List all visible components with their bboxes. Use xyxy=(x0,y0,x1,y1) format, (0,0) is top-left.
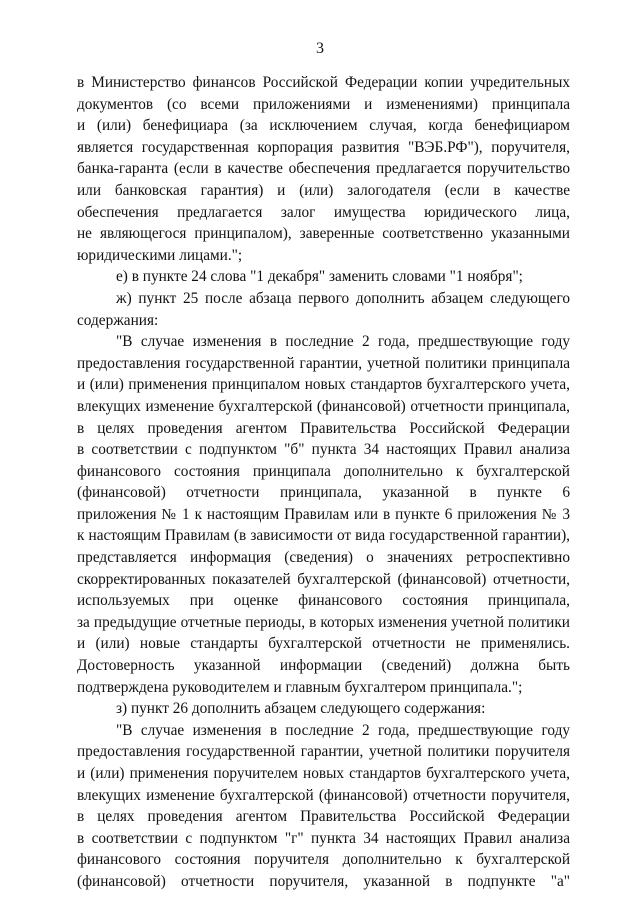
text-line: в Министерство финансов Российской Федерации копии учредительных xyxy=(77,74,570,91)
text-line: подтверждена руководителем и главным бухгалтером принципала."; xyxy=(77,678,523,696)
text-line: (финансовой) отчетности принципала, указанной в пункте 6 xyxy=(77,484,570,502)
text-line: банка-гаранта (если в качестве обеспечения предлагается поручительство xyxy=(77,160,570,178)
text-line: финансового состояния поручителя дополнительно к бухгалтерской xyxy=(77,851,570,869)
text-line: в целях проведения агентом Правительства Российской Федерации xyxy=(77,808,570,826)
text-line: обеспечения предлагается залог имущества юридического лица, xyxy=(77,203,570,221)
text-line: не являющегося принципалом), заверенные соответственно указанными xyxy=(77,225,570,243)
text-line: "В случае изменения в последние 2 года, предшествующие году xyxy=(116,333,570,351)
text-line: за предыдущие отчетные периоды, в которых изменения учетной политики xyxy=(77,613,570,631)
text-line: е) в пункте 24 слова "1 декабря" заменить словами "1 ноября"; xyxy=(116,268,523,286)
text-line: юридическими лицами."; xyxy=(77,246,243,264)
text-line: влекущих изменение бухгалтерской (финансовой) отчетности поручителя, xyxy=(77,786,570,804)
text-line: и (или) применения принципалом новых стандартов бухгалтерского учета, xyxy=(77,376,570,394)
document-body xyxy=(77,72,570,893)
text-line: в соответствии с подпунктом "б" пункта 34 настоящих Правил анализа xyxy=(77,441,570,459)
text-line: и (или) применения поручителем новых стандартов бухгалтерского учета, xyxy=(77,765,570,782)
text-line: в соответствии с подпунктом "г" пункта 34 настоящих Правил анализа xyxy=(77,829,570,847)
text-line: "В случае изменения в последние 2 года, предшествующие году xyxy=(116,721,570,739)
text-line: является государственная корпорация развития "ВЭБ.РФ"), поручителя, xyxy=(77,138,570,156)
text-line: з) пункт 26 дополнить абзацем следующего содержания: xyxy=(116,700,486,718)
text-line: приложения № 1 к настоящим Правилам или в пункте 6 приложения № 3 xyxy=(77,505,570,523)
text-line: Достоверность указанной информации (сведений) должна быть xyxy=(77,657,570,675)
text-line: содержания: xyxy=(77,311,159,329)
text-line: и (или) бенефициара (за исключением случая, когда бенефициаром xyxy=(77,117,570,135)
text-line: (финансовой) отчетности поручителя, указанной в подпункте "а" xyxy=(77,872,570,890)
text-line: представляется информация (сведения) о значениях ретроспективно xyxy=(77,549,570,567)
text-line: используемых при оценке финансового состояния принципала, xyxy=(77,592,570,610)
text-line: влекущих изменение бухгалтерской (финансовой) отчетности принципала, xyxy=(77,397,570,415)
text-line: к настоящим Правилам (в зависимости от вида государственной гарантии), xyxy=(77,527,570,545)
text-line: документов (со всеми приложениями и изменениями) принципала xyxy=(77,95,570,113)
text-line: или банковская гарантия) и (или) залогодателя (если в качестве xyxy=(77,181,570,199)
page-number: 3 xyxy=(316,40,324,57)
text-line: скорректированных показателей бухгалтерской (финансовой) отчетности, xyxy=(77,570,570,588)
text-line: предоставления государственной гарантии, учетной политики поручителя xyxy=(77,743,570,761)
text-line: и (или) новые стандарты бухгалтерской отчетности не применялись. xyxy=(77,635,570,653)
text-line: в целях проведения агентом Правительства Российской Федерации xyxy=(77,419,570,437)
text-line: предоставления государственной гарантии, учетной политики принципала xyxy=(77,354,570,372)
text-line: финансового состояния принципала дополнительно к бухгалтерской xyxy=(77,462,570,480)
text-line: ж) пункт 25 после абзаца первого дополнить абзацем следующего xyxy=(116,289,570,307)
